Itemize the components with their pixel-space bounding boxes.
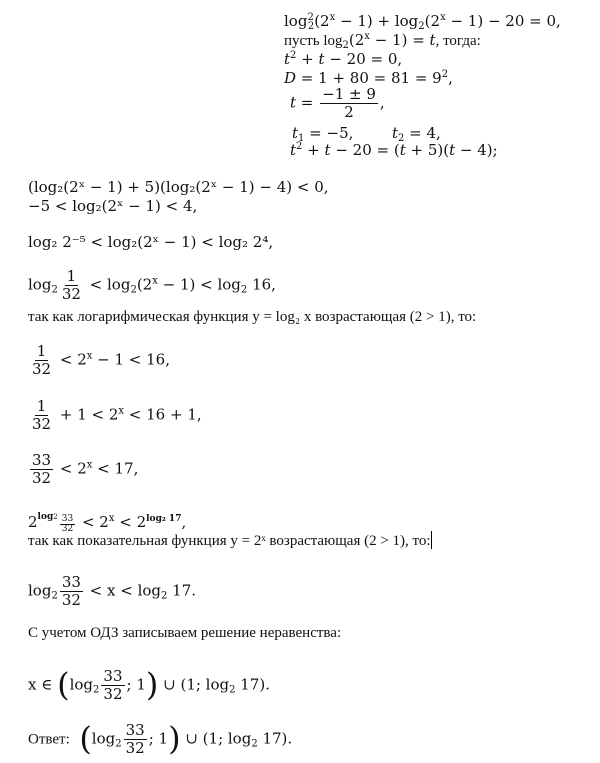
product-inequality: (log₂(2ˣ − 1) + 5)(log₂(2ˣ − 1) − 4) < 0, [28, 178, 329, 196]
quadratic-equation: $t^2 + t - 20 = 0$, [284, 50, 403, 68]
root-t2: $t_2 = 4$, [392, 124, 441, 144]
exp-inequality-1: $\frac{1}{32}$ < $2^x - 1 < 16$, [32, 342, 170, 378]
factorization: $t^2 + t - 20 = (t + 5)(t - 4)$; [290, 141, 498, 159]
roots-formula: t = $\frac{-1 \pm 9}{2}$ , [290, 85, 385, 121]
solution-set: x ∈ ($\log_2$ $\frac{33}{32}$ ; 1) ∪ (1; $\log_2 17$). [28, 665, 270, 704]
double-inequality: −5 < log₂(2ˣ − 1) < 4, [28, 197, 198, 215]
discriminant: $D = 1 + 80 = 81 = 9^2$, [284, 69, 453, 87]
equation-main: $\log^2_2(2^x - 1) + \log_2(2^x - 1) - 20 = 0$, [284, 12, 561, 32]
exp-log-inequality: $2^{log2 \frac{33}{32}}$ < $2^x < 2^{log_2 17}$, [28, 512, 187, 534]
substitution-line: пусть $\log_2(2^x - 1) = t$, тогда: [284, 31, 481, 51]
text-cursor [431, 531, 432, 549]
log-power-inequality: log₂ 2⁻⁵ < log₂(2ˣ − 1) < log₂ 2⁴, [28, 233, 274, 251]
answer-label: Ответ: [28, 731, 70, 748]
log-function-note: так как логарифмическая функция y = log₂ x возрастающая (2 > 1), то: [28, 309, 477, 325]
root-t1: $t_1 = -5$, [292, 124, 354, 144]
log-fraction-inequality: $\log_2$ $\frac{1}{32}$ < $\log_2(2^x - 1) < \log_2 16$, [28, 267, 276, 303]
exp-inequality-3: $\frac{33}{32}$ < $2^x < 17$, [32, 451, 139, 487]
answer: Ответ: ($\log_2$ $\frac{33}{32}$ ; 1) ∪ (1; $\log_2 17$). [28, 719, 293, 758]
odz-note: С учетом ОДЗ записываем решение неравенства: [28, 625, 342, 641]
x-range: $\log_2$ $\frac{33}{32}$ < $x < \log_2 17$. [28, 573, 197, 609]
exp-inequality-2: $\frac{1}{32}$ + $1 < 2^x < 16 + 1$, [32, 397, 202, 433]
exp-function-note: так как показательная функция y = 2ˣ возрастающая (2 > 1), то: [28, 533, 431, 549]
